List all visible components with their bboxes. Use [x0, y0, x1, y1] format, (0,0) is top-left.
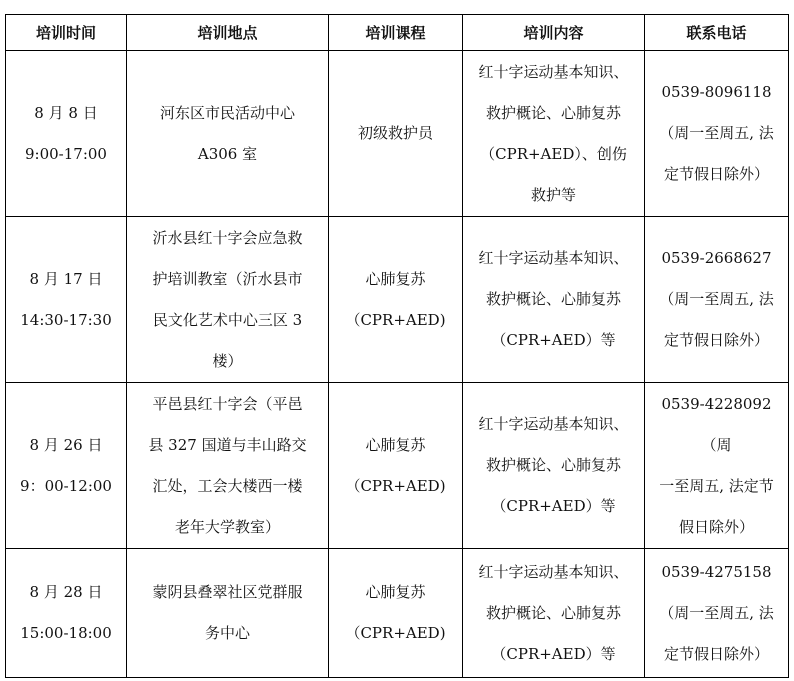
cell-line: 县 327 国道与丰山路交 [148, 435, 307, 454]
cell-line: 救护等 [530, 185, 576, 204]
cell-line: 楼） [212, 351, 243, 370]
cell-line: 老年大学教室） [174, 517, 280, 536]
cell-line: （CPR+AED) [345, 310, 446, 329]
cell-line: 0539-4275158 [661, 562, 772, 581]
cell-line: 假日除外） [678, 517, 754, 536]
cell-line: 红十字运动基本知识、 [478, 415, 629, 433]
cell-line: 15:00-18:00 [20, 624, 112, 642]
cell-line: 9:00-17:00 [25, 144, 107, 163]
cell-content [463, 383, 645, 549]
cell-line: 心肺复苏 [365, 435, 426, 454]
cell-line: 平邑县红十字会（平邑 [152, 394, 303, 413]
cell-time [6, 383, 127, 549]
cell-line: 定节假日除外） [663, 644, 769, 663]
cell-line: 定节假日除外） [663, 165, 769, 183]
training-schedule-table [5, 14, 789, 678]
cell-line: 汇处，工会大楼西一楼 [152, 476, 303, 495]
cell-line: 9：00-12:00 [20, 476, 112, 495]
cell-time [6, 549, 127, 678]
table-row [6, 549, 789, 678]
header-content: 培训内容 [463, 15, 645, 51]
cell-line: 蒙阴县叠翠社区党群服 [152, 583, 303, 601]
cell-phone [645, 51, 789, 217]
cell-line: （CPR+AED）、创伤 [480, 144, 627, 163]
cell-content [463, 549, 645, 678]
table-row [6, 51, 789, 217]
cell-line: 8 月 8 日 [34, 103, 98, 122]
table-row [6, 383, 789, 549]
cell-phone [645, 383, 789, 549]
cell-content [463, 51, 645, 217]
cell-line: 救护概论、心肺复苏 [485, 103, 621, 122]
cell-line: （周一至周五, 法 [659, 603, 774, 622]
header-course: 培训课程 [329, 15, 463, 51]
cell-place [127, 51, 329, 217]
cell-course [329, 549, 463, 678]
cell-line: 0539-4228092（周 [661, 394, 772, 454]
cell-content [463, 217, 645, 383]
cell-line: 护培训教室（沂水县市 [152, 269, 303, 288]
cell-line: A306 室 [197, 144, 258, 163]
cell-time [6, 51, 127, 217]
cell-line: 8 月 17 日 [29, 269, 103, 288]
cell-line: 务中心 [204, 624, 250, 642]
cell-line: 心肺复苏 [365, 269, 426, 288]
cell-line: 一至周五, 法定节 [659, 476, 774, 495]
cell-line: 河东区市民活动中心 [159, 103, 295, 122]
cell-line: 8 月 26 日 [29, 435, 103, 454]
cell-line: 救护概论、心肺复苏 [485, 603, 621, 622]
cell-line: 红十字运动基本知识、 [478, 249, 629, 267]
cell-line: 8 月 28 日 [29, 583, 103, 601]
cell-line: 0539-2668627 [661, 249, 772, 267]
table-row [6, 217, 789, 383]
cell-course [329, 383, 463, 549]
header-phone: 联系电话 [645, 15, 789, 51]
cell-line: （CPR+AED）等 [491, 644, 616, 663]
cell-line: 红十字运动基本知识、 [478, 562, 629, 581]
cell-phone [645, 217, 789, 383]
cell-time [6, 217, 127, 383]
cell-place [127, 549, 329, 678]
cell-line: （CPR+AED) [345, 476, 446, 495]
cell-line: 红十字运动基本知识、 [478, 62, 629, 81]
cell-line: 救护概论、心肺复苏 [485, 290, 621, 308]
cell-line: 民文化艺术中心三区 3 [152, 310, 303, 329]
cell-line: （周一至周五, 法 [659, 124, 774, 142]
cell-course [329, 51, 463, 217]
cell-phone [645, 549, 789, 678]
cell-line: 定节假日除外） [663, 331, 769, 349]
cell-line: （CPR+AED）等 [491, 331, 616, 349]
cell-place [127, 383, 329, 549]
cell-line: 14:30-17:30 [20, 310, 112, 329]
cell-line: 心肺复苏 [365, 583, 426, 601]
header-time: 培训时间 [6, 15, 127, 51]
header-place: 培训地点 [127, 15, 329, 51]
cell-line: （周一至周五, 法 [659, 290, 774, 308]
cell-line: （CPR+AED）等 [491, 497, 616, 515]
header-row [6, 15, 789, 51]
cell-line: 0539-8096118 [661, 83, 772, 101]
cell-line: 初级救护员 [357, 124, 433, 142]
cell-line: 救护概论、心肺复苏 [485, 456, 621, 474]
cell-line: 沂水县红十字会应急救 [152, 228, 303, 247]
cell-line: （CPR+AED) [345, 624, 446, 642]
cell-place [127, 217, 329, 383]
cell-course [329, 217, 463, 383]
